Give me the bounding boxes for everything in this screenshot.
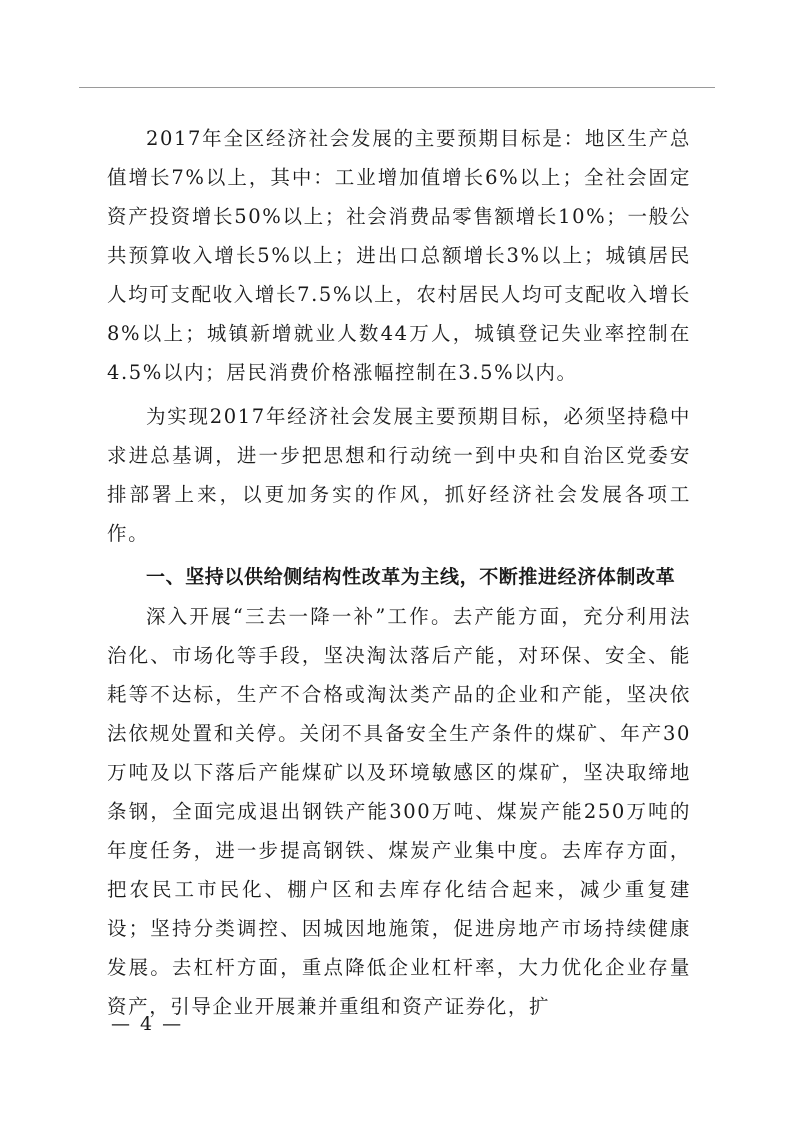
paragraph-supply-side-reform: 深入开展“三去一降一补”工作。去产能方面，充分利用法治化、市场化等手段，坚决淘汰落后产能，对环保、安全、能耗等不达标，生产不合格或淘汰类产品的企业和产能，坚决依法依规处置和关停。关闭不具备安全生产条件的煤矿、年产30万吨及以下落后产能煤矿以及环境敏感区的煤矿，坚决取缔地条钢，全面完成退出钢铁产能300万吨、煤炭产能250万吨的年度任务，进一步提高钢铁、煤炭产业集中度。去库存方面，把农民工市民化、棚户区和去库存化结合起来，减少重复建设；坚持分类调控、因城因地施策，促进房地产市场持续健康发展。去杠杆方面，重点降低企业杠杆率，大力优化企业存量资产，引导企业开展兼并重组和资产证券化，扩 <box>107 605 691 1018</box>
paragraph-economic-targets: 2017年全区经济社会发展的主要预期目标是：地区生产总值增长7%以上，其中：工业增加值增长6%以上；全社会固定资产投资增长50%以上；社会消费品零售额增长10%；一般公共预算收入增长5%以上；进出口总额增长3%以上；城镇居民人均可支配收入增长7.5%以上，农村居民人均可支配收入增长8%以上；城镇新增就业人数44万人，城镇登记失业率控制在4.5%以内；居民消费价格涨幅控制在3.5%以内。 <box>107 127 691 384</box>
section-heading: 一、坚持以供给侧结构性改革为主线，不断推进经济体制改革 <box>146 566 676 588</box>
page-number: — 4 — <box>111 1013 184 1035</box>
document-body <box>107 119 691 1026</box>
paragraph-implementation: 为实现2017年经济社会发展主要预期目标，必须坚持稳中求进总基调，进一步把思想和行动统一到中央和自治区党委安排部署上来，以更加务实的作风，抓好经济社会发展各项工作。 <box>107 405 691 545</box>
header-rule <box>79 87 715 88</box>
